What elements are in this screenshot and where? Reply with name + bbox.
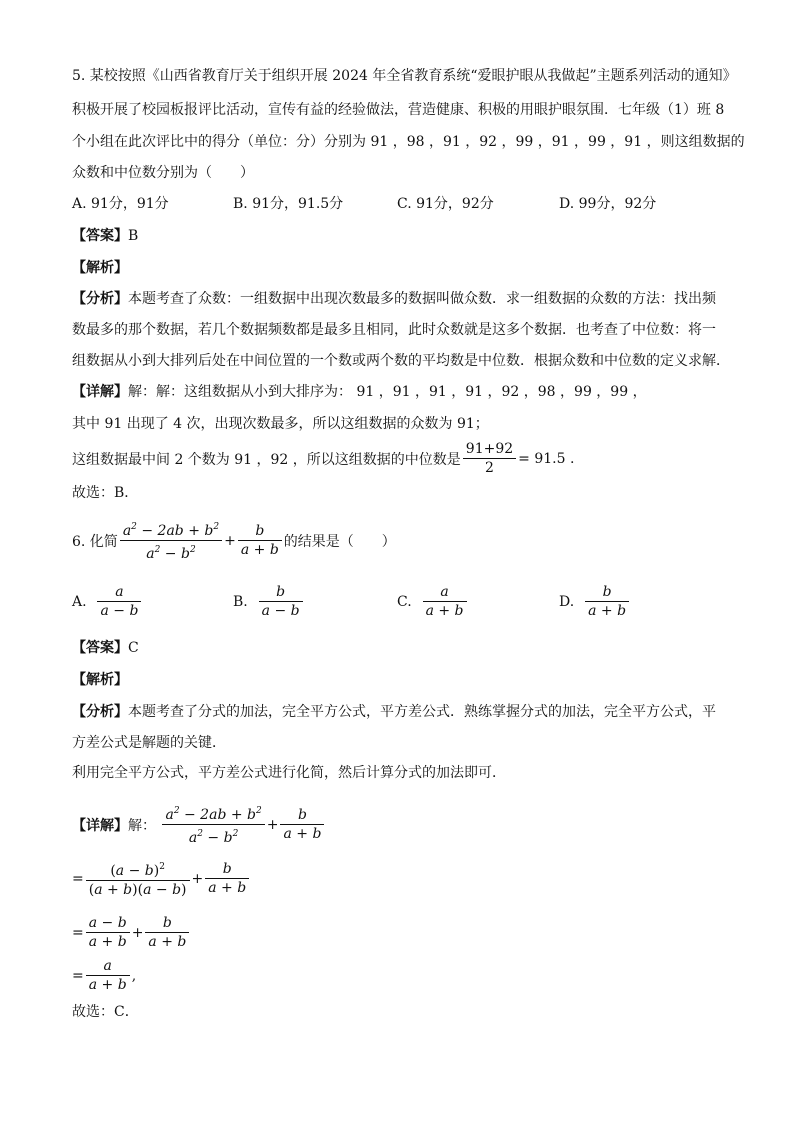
detail-pre: 解：	[128, 817, 156, 834]
q5-choose: 故选：B．	[72, 485, 139, 501]
q5-detail-line-3	[72, 440, 574, 477]
option-label: B.	[233, 593, 248, 610]
q6-fenxi-line-1	[72, 702, 716, 722]
q5-fenxi-line-1	[72, 289, 716, 309]
q6-choose: 故选：C．	[72, 1004, 139, 1020]
q6-analysis-tag: 【解析】	[72, 672, 128, 688]
detail-tag: 【详解】	[72, 384, 128, 400]
q6-step-3: = $\frac{a}{a + b}$ ,	[72, 958, 137, 993]
option-fraction	[585, 583, 629, 620]
q6-fenxi-line-3: 利用完全平方公式，平方差公式进行化简，然后计算分式的加法即可．	[72, 765, 506, 781]
q6-stem-post: 的结果是（ ）	[283, 533, 396, 550]
option-denominator: a − b	[261, 603, 300, 619]
option-numerator: b	[585, 583, 629, 602]
median-fraction	[463, 440, 516, 477]
step3-fraction: $\frac{a}{a + b}$	[86, 957, 130, 994]
q6-stem-pre: 6. 化简	[72, 533, 118, 550]
option-numerator: b	[259, 583, 303, 602]
q5-option-b: B. 91分，91.5分	[233, 196, 344, 212]
q6-stem: 6. 化简 $\frac{a^2 - 2ab + b^2}{a^2 - b^2}$ + $\frac{b}{a + b}$ 的结果是（ ）	[72, 518, 396, 563]
option-denominator: a + b	[588, 603, 627, 619]
option-numerator: a	[423, 583, 467, 602]
q5-answer	[72, 226, 138, 246]
q5-stem-line-2: 积极开展了校园板报评比活动，宣传有益的经验做法，营造健康、积极的用眼护眼氛围．七年级（1）班 8	[72, 102, 725, 118]
detail-fraction-2: $\frac{b}{a + b}$	[280, 806, 324, 843]
answer-value: B	[128, 228, 139, 244]
median-result: = 91.5 .	[518, 450, 575, 467]
q5-option-c: C. 91分，92分	[397, 196, 494, 212]
q6-step-2: = $\frac{a - b}{a + b}$ + $\frac{b}{a + b}$	[72, 914, 191, 951]
step2-fraction-2: $\frac{b}{a + b}$	[145, 914, 189, 951]
fenxi-tag: 【分析】	[72, 291, 128, 307]
option-label: A.	[72, 593, 87, 610]
q6-expression-fraction-1: $\frac{a^2 - 2ab + b^2}{a^2 - b^2}$	[120, 518, 222, 563]
option-label: D.	[559, 593, 575, 610]
option-numerator: a	[97, 583, 141, 602]
q5-stem-line-4: 众数和中位数分别为（ ）	[72, 165, 254, 181]
detail-text: 解：解：这组数据从小到大排序为： 91 ，91 ，91 ，91 ，92 ，98 ，99 ，99 ，	[128, 384, 647, 400]
option-denominator: a − b	[100, 603, 139, 619]
step1-fraction-2: $\frac{b}{a + b}$	[205, 860, 249, 897]
step2-fraction-1: $\frac{a - b}{a + b}$	[86, 914, 130, 951]
q6-option-d	[559, 583, 631, 620]
q6-expression-fraction-2: $\frac{b}{a + b}$	[238, 522, 282, 559]
q5-stem-line-3: 个小组在此次评比中的得分（单位：分）分别为 91 ，98 ，91 ，92 ，99 ，91 ，99 ，91 ，则这组数据的	[72, 134, 745, 150]
answer-tag: 【答案】	[72, 640, 128, 656]
detail-fraction-1: $\frac{a^2 - 2ab + b^2}{a^2 - b^2}$	[162, 802, 264, 847]
option-label: C.	[397, 593, 412, 610]
answer-value: C	[128, 640, 139, 656]
detail-tag: 【详解】	[72, 817, 128, 834]
median-fraction-numerator: 91+92	[463, 440, 516, 459]
option-denominator: a + b	[425, 603, 464, 619]
q6-option-c	[397, 583, 469, 620]
fenxi-text: 本题考查了众数：一组数据中出现次数最多的数据叫做众数．求一组数据的众数的方法：找出频	[128, 291, 716, 307]
q6-detail-line-1: 【详解】 解： $\frac{a^2 - 2ab + b^2}{a^2 - b^2}$ + $\frac{b}{a + b}$	[72, 802, 326, 847]
step1-fraction-1: $\frac{(a - b)^2}{(a + b)(a - b)}$	[86, 858, 190, 899]
median-text: 这组数据最中间 2 个数为 91 ，92 ，所以这组数据的中位数是	[72, 451, 461, 468]
fenxi-text: 本题考查了分式的加法，完全平方公式，平方差公式．熟练掌握分式的加法，完全平方公式，平	[128, 704, 716, 720]
q6-answer	[72, 638, 139, 658]
q5-fenxi-line-3: 组数据从小到大排列后处在中间位置的一个数或两个数的平均数是中位数．根据众数和中位数的定义求解．	[72, 353, 730, 369]
option-fraction	[259, 583, 303, 620]
q5-option-d: D. 99分，92分	[559, 196, 657, 212]
answer-tag: 【答案】	[72, 228, 128, 244]
q5-option-a: A. 91分，91分	[72, 196, 169, 212]
fenxi-tag: 【分析】	[72, 704, 128, 720]
q6-option-b	[233, 583, 305, 620]
q6-fenxi-line-2: 方差公式是解题的关键．	[72, 735, 226, 751]
median-fraction-denominator: 2	[485, 460, 494, 476]
option-fraction	[97, 583, 141, 620]
q5-analysis-tag: 【解析】	[72, 260, 128, 276]
q5-fenxi-line-2: 数最多的那个数据，若几个数据频数都是最多且相同，此时众数就是这多个数据．也考查了中位数：将一	[72, 322, 716, 338]
q6-option-a	[72, 583, 143, 620]
q5-stem-line-1: 5. 某校按照《山西省教育厅关于组织开展 2024 年全省教育系统“爱眼护眼从我做起”主题系列活动的通知》	[72, 68, 737, 84]
option-fraction	[423, 583, 467, 620]
q5-detail-line-2: 其中 91 出现了 4 次，出现次数最多，所以这组数据的众数为 91；	[72, 416, 489, 432]
q5-detail-line-1	[72, 382, 647, 402]
q6-step-1: = $\frac{(a - b)^2}{(a + b)(a - b)}$ + $\frac{b}{a + b}$	[72, 858, 251, 899]
